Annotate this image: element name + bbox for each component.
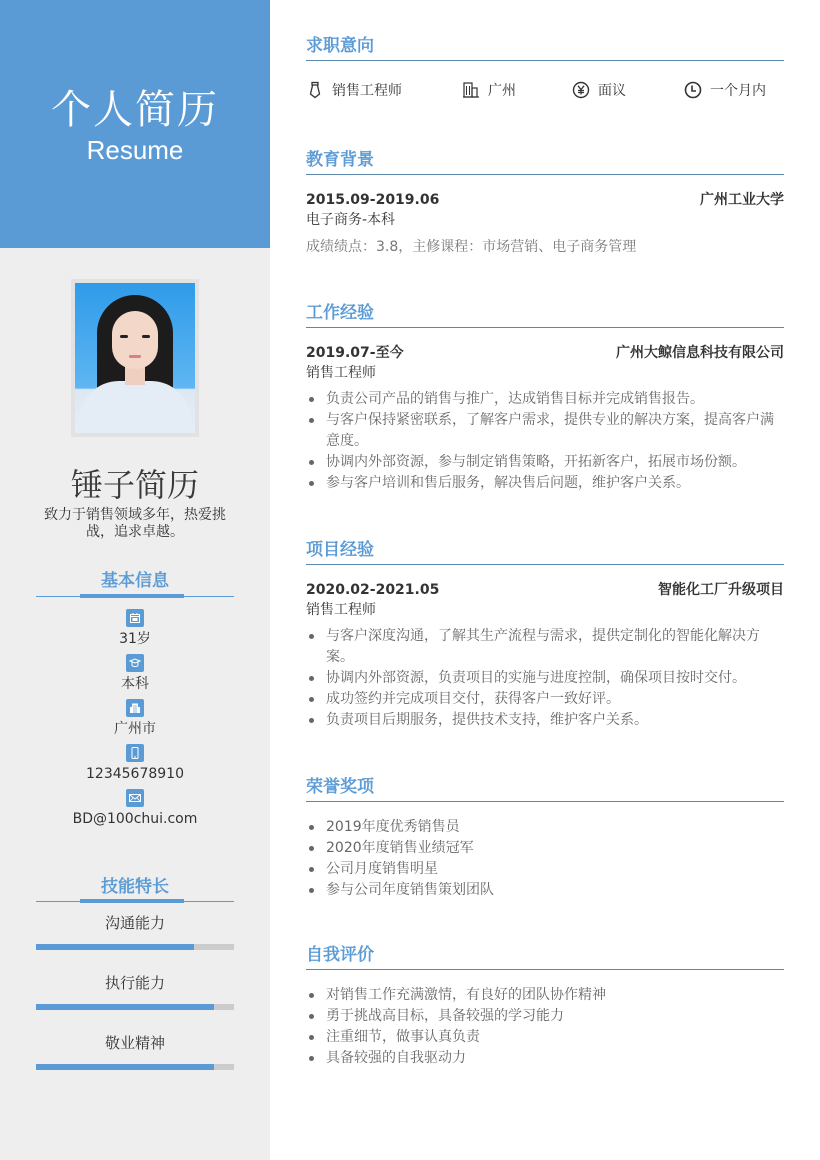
resume-title-cn: 个人简历 <box>51 87 219 133</box>
education-details: 成绩绩点：3.8，主修课程：市场营销、电子商务管理 <box>306 239 637 255</box>
work-header <box>306 343 784 363</box>
list-item: 负责公司产品的销售与推广，达成销售目标并完成销售报告。 <box>306 389 784 410</box>
skill-label: 敬业精神 <box>104 1034 165 1052</box>
info-age-value: 31岁 <box>119 631 151 647</box>
intent-city-value: 广州 <box>488 83 516 99</box>
work-period: 2019.07-至今 <box>306 345 404 361</box>
header-banner <box>0 0 270 248</box>
work-role: 销售工程师 <box>306 365 376 381</box>
sidebar <box>0 0 270 1160</box>
skills-divider-accent <box>80 899 184 903</box>
education-school: 广州工业大学 <box>700 192 784 208</box>
info-age <box>0 608 270 653</box>
project-role: 销售工程师 <box>306 602 376 618</box>
project-period: 2020.02-2021.05 <box>306 582 440 598</box>
list-item: 公司月度销售明星 <box>306 859 784 880</box>
section-job-intent <box>306 33 784 61</box>
info-city-value: 广州市 <box>114 721 156 737</box>
info-city <box>0 698 270 743</box>
list-item: 与客户保持紧密联系，了解客户需求，提供专业的解决方案，提高客户满意度。 <box>306 410 784 452</box>
info-email <box>0 788 270 833</box>
section-divider <box>306 327 784 328</box>
section-title: 工作经验 <box>306 303 374 323</box>
section-divider <box>306 969 784 970</box>
list-item: 2020年度销售业绩冠军 <box>306 838 784 859</box>
info-phone-value[interactable]: 12345678910 <box>86 766 184 782</box>
education-header <box>306 190 784 210</box>
list-item: 参与公司年度销售策划团队 <box>306 880 784 901</box>
intent-position-value: 销售工程师 <box>332 83 402 99</box>
skill-label: 执行能力 <box>104 974 165 992</box>
calendar-icon <box>126 609 144 627</box>
section-honors <box>306 774 784 901</box>
job-intent-row <box>306 79 784 101</box>
list-item: 2019年度优秀销售员 <box>306 817 784 838</box>
info-email-value[interactable]: BD@100chui.com <box>72 811 198 827</box>
skill-communication <box>36 913 234 933</box>
info-phone <box>0 743 270 788</box>
intent-salary-value: 面议 <box>598 83 626 99</box>
section-self-evaluation <box>306 942 784 1069</box>
building-icon <box>462 81 480 99</box>
candidate-motto: 致力于销售领域多年，热爱挑战，追求卓越。 <box>44 507 226 540</box>
list-item: 具备较强的自我驱动力 <box>306 1048 784 1069</box>
skills-title: 技能特长 <box>101 877 169 897</box>
list-item: 负责项目后期服务，提供技术支持，维护客户关系。 <box>306 710 784 731</box>
section-title: 荣誉奖项 <box>306 777 374 797</box>
list-item: 协调内外部资源，参与制定销售策略，开拓新客户，拓展市场份额。 <box>306 452 784 473</box>
skill-label: 沟通能力 <box>104 914 165 932</box>
clock-icon <box>684 81 702 99</box>
section-divider <box>306 174 784 175</box>
basic-info-divider-accent <box>80 594 184 598</box>
skill-progress-bar <box>36 1004 234 1010</box>
section-divider <box>306 564 784 565</box>
phone-icon <box>126 744 144 762</box>
section-title: 教育背景 <box>306 150 374 170</box>
section-title: 项目经验 <box>306 540 374 560</box>
intent-availability <box>684 79 766 101</box>
avatar <box>75 283 195 433</box>
section-work <box>306 300 784 494</box>
basic-info-list <box>0 608 270 833</box>
resume-title-en: Resume <box>86 135 184 165</box>
yen-icon <box>572 81 590 99</box>
self-eval-bullets <box>306 985 784 1069</box>
project-bullets <box>306 626 784 731</box>
list-item: 参与客户培训和售后服务，解决售后问题，维护客户关系。 <box>306 473 784 494</box>
intent-city <box>462 79 516 101</box>
list-item: 对销售工作充满激情，有良好的团队协作精神 <box>306 985 784 1006</box>
section-divider <box>306 60 784 61</box>
basic-info-title: 基本信息 <box>101 571 169 591</box>
skill-progress-bar <box>36 944 234 950</box>
skill-dedication <box>36 1033 234 1053</box>
skill-progress-fill <box>36 1064 214 1070</box>
skill-progress-bar <box>36 1064 234 1070</box>
education-period: 2015.09-2019.06 <box>306 192 440 208</box>
mail-icon <box>126 789 144 807</box>
section-project <box>306 537 784 731</box>
info-education <box>0 653 270 698</box>
intent-salary <box>572 79 626 101</box>
list-item: 成功签约并完成项目交付，获得客户一致好评。 <box>306 689 784 710</box>
graduation-cap-icon <box>126 654 144 672</box>
list-item: 协调内外部资源，负责项目的实施与进度控制，确保项目按时交付。 <box>306 668 784 689</box>
section-title: 求职意向 <box>306 36 374 56</box>
honors-bullets <box>306 817 784 901</box>
info-education-value: 本科 <box>121 676 149 692</box>
list-item: 注重细节，做事认真负责 <box>306 1027 784 1048</box>
work-bullets <box>306 389 784 494</box>
skill-progress-fill <box>36 1004 214 1010</box>
project-name: 智能化工厂升级项目 <box>658 582 784 598</box>
skill-progress-fill <box>36 944 194 950</box>
candidate-name: 锤子简历 <box>70 466 199 504</box>
skill-execution <box>36 973 234 993</box>
profile-photo <box>71 279 199 437</box>
work-company: 广州大鲸信息科技有限公司 <box>616 345 784 361</box>
building-icon <box>126 699 144 717</box>
section-education <box>306 147 784 258</box>
list-item: 勇于挑战高目标，具备较强的学习能力 <box>306 1006 784 1027</box>
list-item: 与客户深度沟通，了解其生产流程与需求，提供定制化的智能化解决方案。 <box>306 626 784 668</box>
tie-icon <box>306 81 324 99</box>
education-major: 电子商务-本科 <box>306 212 396 228</box>
section-divider <box>306 801 784 802</box>
intent-availability-value: 一个月内 <box>710 83 766 99</box>
intent-position <box>306 79 402 101</box>
section-title: 自我评价 <box>306 945 374 965</box>
project-header <box>306 580 784 600</box>
